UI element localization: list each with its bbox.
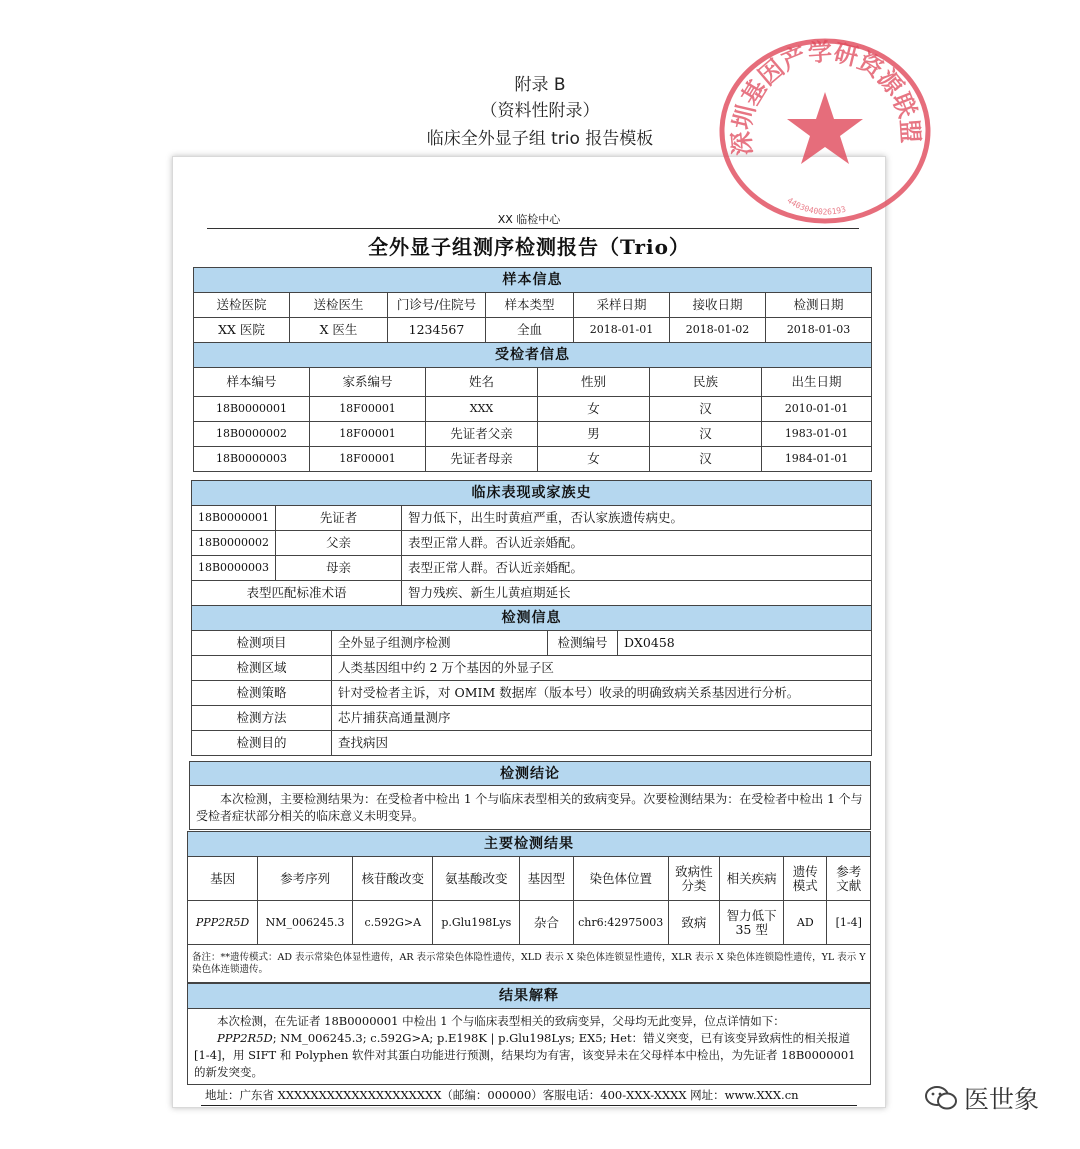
test-info-table bbox=[191, 605, 872, 756]
subject-header: 家系编号 bbox=[310, 368, 426, 397]
clinical-table bbox=[191, 480, 872, 606]
interpretation-text bbox=[188, 1009, 871, 1085]
subject-cell: 18F00001 bbox=[310, 397, 426, 422]
result-header: 基因 bbox=[188, 857, 258, 901]
test-code-label: 检测编号 bbox=[548, 631, 618, 656]
test-row-value: 芯片捕获高通量测序 bbox=[332, 706, 872, 731]
result-gene: PPP2R5D bbox=[188, 901, 258, 945]
conclusion-heading: 检测结论 bbox=[190, 762, 871, 786]
result-cell: c.592G>A bbox=[353, 901, 433, 945]
test-row-value: 查找病因 bbox=[332, 731, 872, 756]
result-cell: NM_006245.3 bbox=[258, 901, 353, 945]
test-row-value: 针对受检者主诉，对 OMIM 数据库（版本号）收录的明确致病关系基因进行分析。 bbox=[332, 681, 872, 706]
subject-cell: 18B0000002 bbox=[194, 422, 310, 447]
result-header: 参考文献 bbox=[827, 857, 871, 901]
appendix-title: 附录 B bbox=[514, 75, 566, 95]
sample-value: 1234567 bbox=[388, 318, 486, 343]
result-cell: 智力低下35 型 bbox=[720, 901, 784, 945]
sample-header: 采样日期 bbox=[574, 293, 670, 318]
result-header: 核苷酸改变 bbox=[353, 857, 433, 901]
result-cell: [1-4] bbox=[827, 901, 871, 945]
clinical-role: 母亲 bbox=[276, 556, 402, 581]
interpretation-table bbox=[187, 983, 871, 1085]
result-header: 致病性分类 bbox=[668, 857, 720, 901]
subject-cell: 18F00001 bbox=[310, 422, 426, 447]
subject-info-heading: 受检者信息 bbox=[194, 343, 872, 368]
subject-cell: 先证者父亲 bbox=[426, 422, 538, 447]
stamp-text: 深圳基因产学研资源联盟 bbox=[726, 36, 926, 157]
test-item-label: 检测项目 bbox=[192, 631, 332, 656]
clinical-role: 先证者 bbox=[276, 506, 402, 531]
result-cell: AD bbox=[784, 901, 827, 945]
subject-cell: 男 bbox=[538, 422, 650, 447]
result-cell: chr6:42975003 bbox=[573, 901, 668, 945]
subject-cell: 18B0000001 bbox=[194, 397, 310, 422]
clinical-sample-id: 18B0000003 bbox=[192, 556, 276, 581]
lab-center-name: XX 临检中心 bbox=[497, 213, 561, 226]
result-header: 氨基酸改变 bbox=[433, 857, 520, 901]
sample-header: 门诊号/住院号 bbox=[388, 293, 486, 318]
report-paper bbox=[172, 156, 886, 1108]
sample-value: 2018-01-03 bbox=[766, 318, 872, 343]
title-rule bbox=[207, 228, 859, 229]
conclusion-table bbox=[189, 761, 871, 830]
result-cell: 杂合 bbox=[520, 901, 574, 945]
result-header: 相关疾病 bbox=[720, 857, 784, 901]
sample-header: 样本类型 bbox=[486, 293, 574, 318]
phenotype-term-value: 智力残疾、新生儿黄疸期延长 bbox=[402, 581, 872, 606]
star-icon bbox=[787, 92, 863, 164]
sample-header: 送检医生 bbox=[290, 293, 388, 318]
subject-cell: 先证者母亲 bbox=[426, 447, 538, 472]
subject-cell: 1984-01-01 bbox=[762, 447, 872, 472]
interpretation-heading: 结果解释 bbox=[188, 984, 871, 1009]
subject-cell: 汉 bbox=[650, 422, 762, 447]
subject-cell: 女 bbox=[538, 447, 650, 472]
stamp-code: 4403040026193 bbox=[785, 195, 847, 217]
subject-info-table bbox=[193, 342, 872, 472]
results-note: 备注：**遗传模式：AD 表示常染色体显性遗传，AR 表示常染色体隐性遗传，XLD 表示 X 染色体连锁显性遗传，XLR 表示 X 染色体连锁隐性遗传，YL 表示 Y 染色体连锁遗传。 bbox=[188, 945, 871, 983]
interpretation-line2: ; NM_006245.3; c.592G>A; p.E198K | p.Glu198Lys; EX5; Het：错义突变，已有该变异致病性的相关报道[1-4]，用 SIFT 和 Polyphen 软件对其蛋白功能进行预测，结果均为有害，该变异未在父母样本中检出，为先证者 18B0000001 的新发突变。 bbox=[194, 1030, 856, 1079]
result-header: 遗传模式 bbox=[784, 857, 827, 901]
subject-cell: 1983-01-01 bbox=[762, 422, 872, 447]
clinical-description: 表型正常人群。否认近亲婚配。 bbox=[402, 556, 872, 581]
subject-cell: 2010-01-01 bbox=[762, 397, 872, 422]
sample-value: XX 医院 bbox=[194, 318, 290, 343]
appendix-subtitle: （资料性附录） bbox=[480, 101, 600, 121]
watermark-label: 医世象 bbox=[964, 1085, 1040, 1114]
test-info-heading: 检测信息 bbox=[192, 606, 872, 631]
interpretation-detail bbox=[194, 1030, 864, 1081]
subject-cell: 18F00001 bbox=[310, 447, 426, 472]
subject-cell: 汉 bbox=[650, 397, 762, 422]
test-row-label: 检测区域 bbox=[192, 656, 332, 681]
clinical-description: 智力低下，出生时黄疸严重，否认家族遗传病史。 bbox=[402, 506, 872, 531]
sample-value: 全血 bbox=[486, 318, 574, 343]
subject-cell: 女 bbox=[538, 397, 650, 422]
subject-cell: 18B0000003 bbox=[194, 447, 310, 472]
phenotype-term-label: 表型匹配标准术语 bbox=[192, 581, 402, 606]
test-row-label: 检测方法 bbox=[192, 706, 332, 731]
seal-stamp bbox=[718, 36, 933, 226]
sample-value: 2018-01-02 bbox=[670, 318, 766, 343]
sample-header: 送检医院 bbox=[194, 293, 290, 318]
subject-cell: XXX bbox=[426, 397, 538, 422]
sample-value: 2018-01-01 bbox=[574, 318, 670, 343]
result-header: 参考序列 bbox=[258, 857, 353, 901]
result-cell: p.Glu198Lys bbox=[433, 901, 520, 945]
footer-address: 地址：广东省 XXXXXXXXXXXXXXXXXXXX（邮编：000000）客服电话：400-XXX-XXXX 网址：www.XXX.cn bbox=[205, 1088, 799, 1102]
sample-value: X 医生 bbox=[290, 318, 388, 343]
test-row-label: 检测策略 bbox=[192, 681, 332, 706]
interpretation-gene: PPP2R5D bbox=[217, 1030, 273, 1045]
wechat-icon bbox=[924, 1085, 958, 1111]
main-results-heading: 主要检测结果 bbox=[188, 832, 871, 857]
sample-header: 检测日期 bbox=[766, 293, 872, 318]
result-cell: 致病 bbox=[668, 901, 720, 945]
subject-cell: 汉 bbox=[650, 447, 762, 472]
main-results-table bbox=[187, 831, 871, 983]
clinical-description: 表型正常人群。否认近亲婚配。 bbox=[402, 531, 872, 556]
clinical-sample-id: 18B0000001 bbox=[192, 506, 276, 531]
subject-header: 姓名 bbox=[426, 368, 538, 397]
test-code-value: DX0458 bbox=[618, 631, 872, 656]
conclusion-text: 本次检测，主要检测结果为：在受检者中检出 1 个与临床表型相关的致病变异。次要检测结果为：在受检者中检出 1 个与受检者症状部分相关的临床意义未明变异。 bbox=[190, 786, 871, 830]
clinical-heading: 临床表现或家族史 bbox=[192, 481, 872, 506]
result-header: 染色体位置 bbox=[573, 857, 668, 901]
clinical-role: 父亲 bbox=[276, 531, 402, 556]
watermark bbox=[924, 1080, 1039, 1116]
subject-header: 民族 bbox=[650, 368, 762, 397]
test-row-value: 人类基因组中约 2 万个基因的外显子区 bbox=[332, 656, 872, 681]
interpretation-line1: 本次检测，在先证者 18B0000001 中检出 1 个与临床表型相关的致病变异，父母均无此变异，位点详情如下： bbox=[217, 1013, 785, 1028]
sample-info-table bbox=[193, 267, 872, 343]
result-header: 基因型 bbox=[520, 857, 574, 901]
sample-info-heading: 样本信息 bbox=[194, 268, 872, 293]
clinical-sample-id: 18B0000002 bbox=[192, 531, 276, 556]
sample-header: 接收日期 bbox=[670, 293, 766, 318]
test-item-value: 全外显子组测序检测 bbox=[332, 631, 548, 656]
footer-rule bbox=[201, 1105, 857, 1106]
report-title: 全外显子组测序检测报告（Trio） bbox=[368, 235, 690, 259]
subject-header: 性别 bbox=[538, 368, 650, 397]
test-row-label: 检测目的 bbox=[192, 731, 332, 756]
subject-header: 样本编号 bbox=[194, 368, 310, 397]
appendix-name: 临床全外显子组 trio 报告模板 bbox=[426, 129, 654, 149]
subject-header: 出生日期 bbox=[762, 368, 872, 397]
